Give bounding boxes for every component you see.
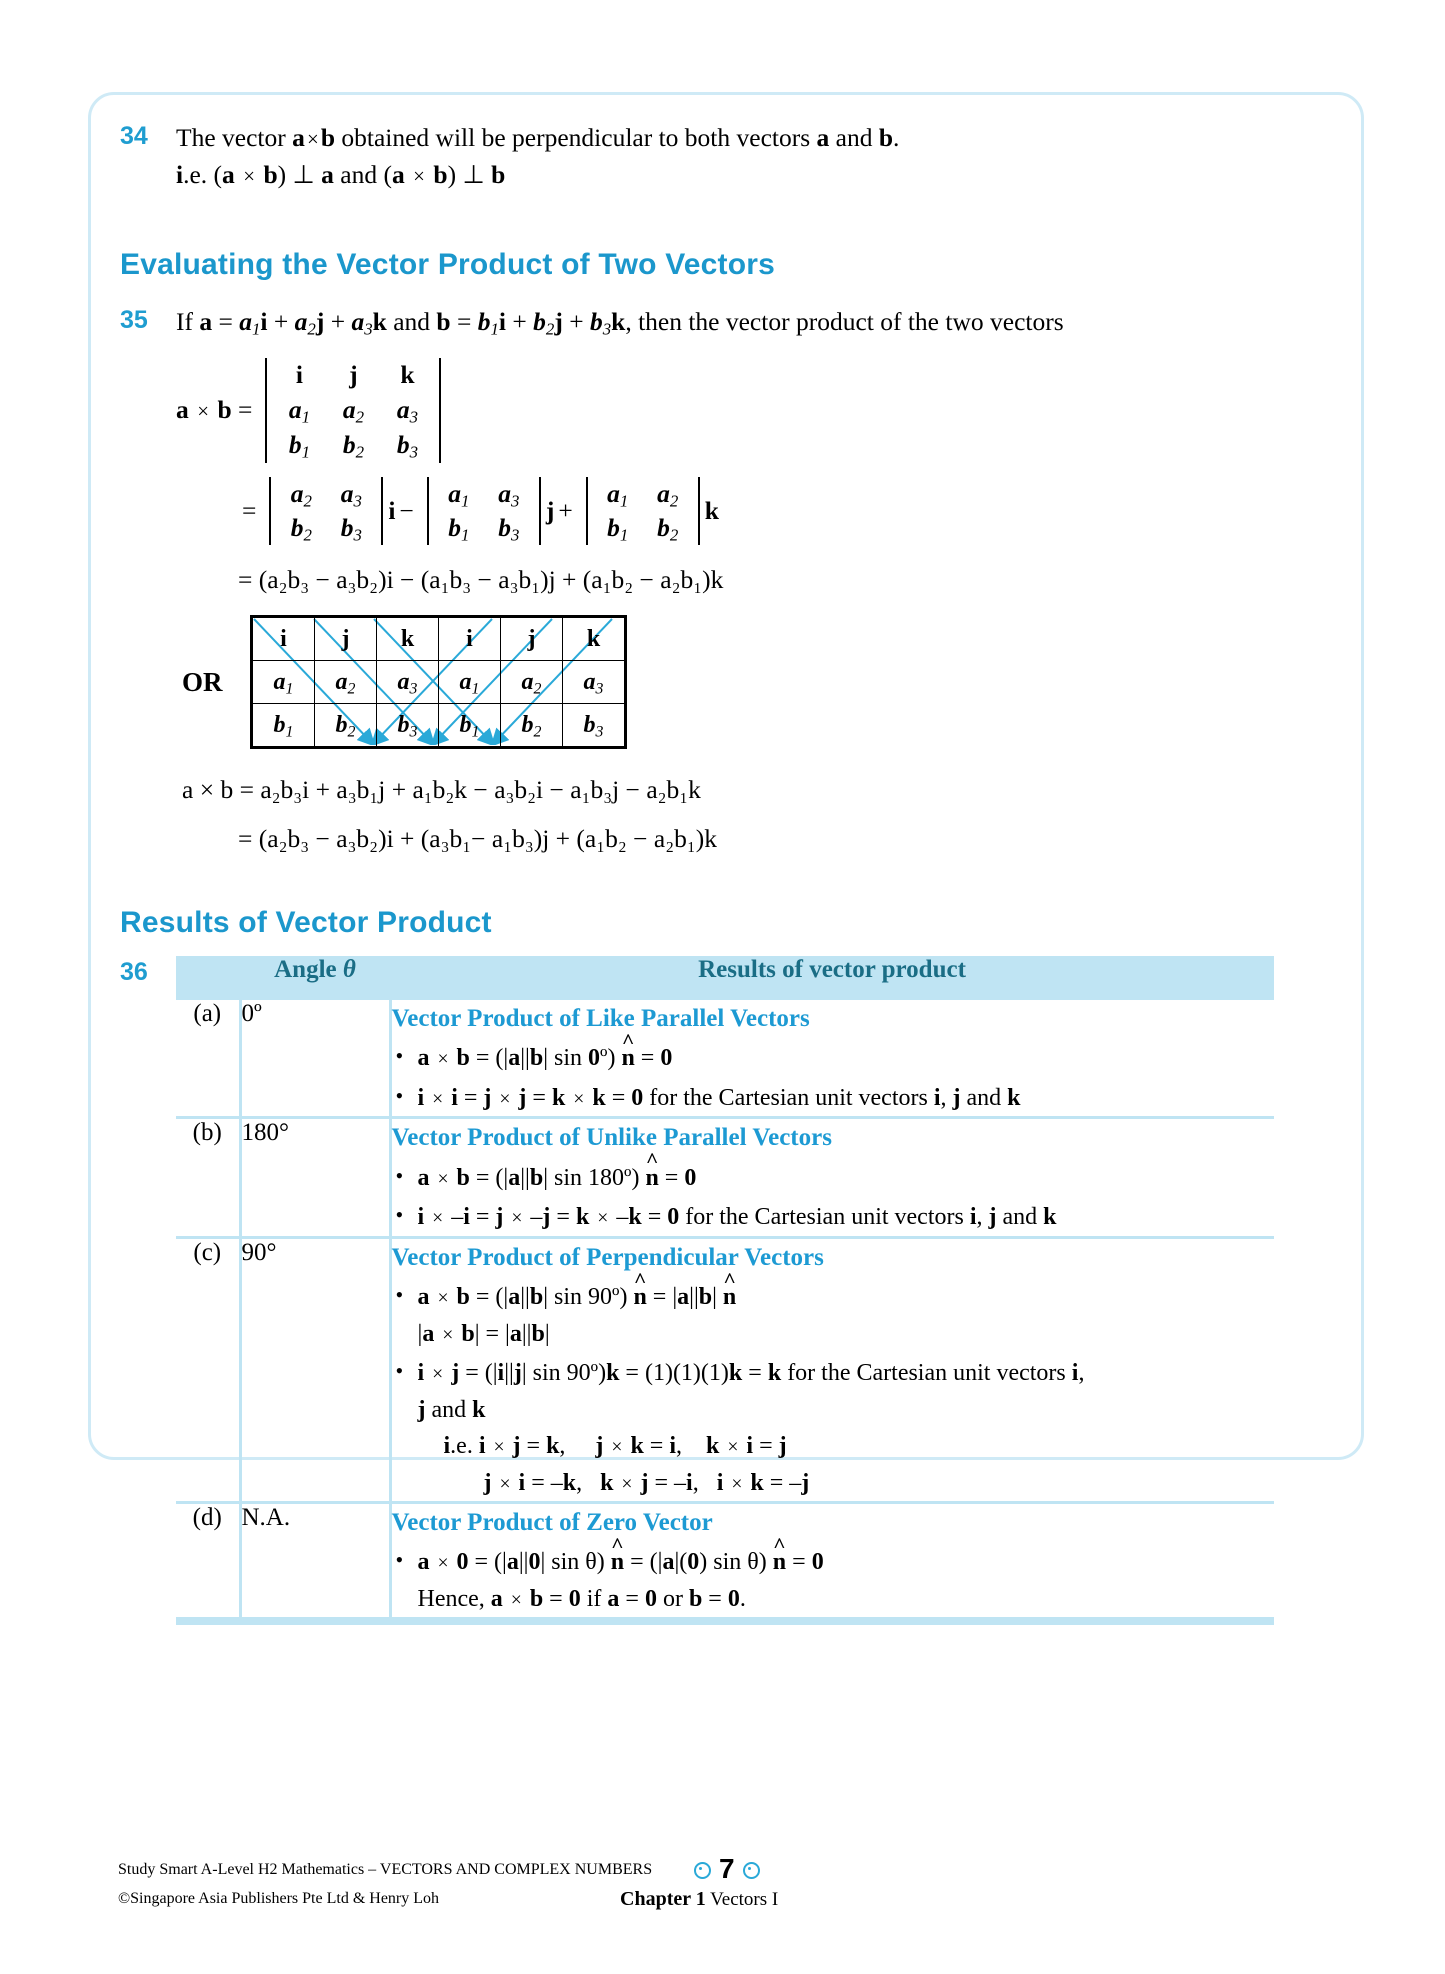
bullet-item: • a × b = (|a||b| sin 180º) ^ n = 0 [392, 1160, 1275, 1196]
bullet-list [392, 1040, 1275, 1116]
mnemonic-cell: $a_3$ [377, 661, 439, 704]
page-number-block [686, 1853, 768, 1885]
mnemonic-cell: $b_1$ [439, 704, 501, 747]
row-label: (d) [176, 1502, 240, 1617]
det-cell: $a_2$ [342, 395, 364, 427]
text-fragment: The vector [176, 123, 293, 152]
continuation-line: j and k [417, 1396, 486, 1423]
mnemonic-cell: j [501, 618, 563, 661]
mnemonic-cell: $b_2$ [501, 704, 563, 747]
det-cell: k [400, 360, 415, 390]
results-table-row [176, 1118, 1274, 1237]
det-cell: $a_1$ [288, 395, 310, 427]
footer-line-2: ©Singapore Asia Publishers Pte Ltd & Henry Loh [118, 1890, 440, 1907]
determinant-3x3-row [176, 358, 1320, 463]
item-35-body: If $a = a_1i + a_2j + a_3k$ and $b = b_1i + b_2j + b_3k$, then the vector product of the two vectors [176, 306, 1064, 339]
minor-expansion-row [238, 477, 1320, 545]
det-cell: j [349, 360, 358, 390]
bullet-item: • a × 0 = (|a||0| sin θ) ^ n = (|a|(0) sin θ) ^ n = 0 [392, 1544, 1275, 1580]
bullet-list [392, 1160, 1275, 1236]
mnemonic-row [253, 618, 625, 661]
vector-b: b [320, 123, 335, 152]
bullet-dot-icon [694, 1862, 711, 1879]
minor-sign: = [242, 495, 257, 525]
row-subhead: Vector Product of Like Parallel Vectors [391, 1004, 810, 1032]
results-table-footer-band [176, 1617, 1274, 1625]
row-results [390, 1502, 1274, 1617]
header-blank [176, 956, 240, 1000]
or-result-line-2: = (a₂b₃ − a₃b₂)i + (a₃b₁− a₁b₃)j + (a₁b₂ − a₂b₁)k [238, 823, 717, 853]
cross-product-mnemonic-grid [250, 615, 627, 749]
mnemonic-cell: $b_2$ [315, 704, 377, 747]
results-table-row [176, 1502, 1274, 1617]
det-cell: $b_3$ [396, 430, 418, 462]
mnemonic-table [252, 617, 625, 747]
text-fragment: and [829, 123, 879, 152]
extra-line: |a × b| = |a||b| [417, 1320, 550, 1347]
math-block [176, 358, 1320, 858]
mnemonic-cell: $b_1$ [253, 704, 315, 747]
det-3x3-grid [272, 358, 434, 463]
row-angle: 0º [240, 1000, 390, 1118]
or-label: OR [182, 667, 223, 698]
row-subhead: Vector Product of Perpendicular Vectors [391, 1243, 824, 1271]
bullet-item: • i × –i = j × –j = k × –k = 0 for the Cartesian unit vectors i, j and k [392, 1199, 1275, 1235]
item-number-36: 36 [120, 957, 148, 986]
determinant-2x2: $a_2$ $a_3$ $b_2$ $b_3$ [264, 477, 388, 545]
mnemonic-cell: $a_1$ [253, 661, 315, 704]
mnemonic-cell: $b_3$ [377, 704, 439, 747]
det-cell: $b_2$ [342, 430, 364, 462]
unit-vector: j [545, 495, 555, 525]
row-label: (a) [193, 999, 222, 1027]
row-results [390, 1000, 1274, 1118]
heading-evaluating-vector-product: Evaluating the Vector Product of Two Vectors [120, 247, 776, 281]
mnemonic-cell: $a_3$ [563, 661, 625, 704]
page-content [120, 120, 1320, 1625]
det-bar-left [265, 358, 267, 463]
det-cell: $b_1$ [288, 430, 310, 462]
or-result-line-1: a × b = a₂b₃i + a₃b₁j + a₁b₂k − a₃b₂i − a₁b₃j − a₂b₁k [182, 775, 701, 805]
unit-vector: k [704, 495, 719, 525]
results-table [176, 956, 1274, 1626]
page-number: 7 [719, 1853, 735, 1884]
item-36 [120, 956, 1320, 1626]
results-table-row [176, 1000, 1274, 1118]
ax b-equals-label: a × b = [176, 395, 253, 425]
ie-line-1: i.e. i × j = k, j × k = i, k × i = j [443, 1433, 787, 1460]
footer-line-1: Study Smart A-Level H2 Mathematics – VECTORS AND COMPLEX NUMBERS [118, 1861, 653, 1878]
mnemonic-cell: $a_2$ [501, 661, 563, 704]
results-table-row [176, 1237, 1274, 1502]
header-angle: Angle θ [240, 956, 390, 1000]
mnemonic-cell: $a_1$ [439, 661, 501, 704]
footer-band [176, 1617, 1274, 1625]
or-grid-block [182, 615, 1320, 749]
header-results: Results of vector product [390, 956, 1274, 1000]
mnemonic-cell: k [377, 618, 439, 661]
row-label: (c) [176, 1237, 240, 1502]
item-34-body [176, 120, 1320, 194]
mnemonic-cell: i [253, 618, 315, 661]
row-results [390, 1118, 1274, 1237]
ie-line-2: j × i = –k, k × j = –i, i × k = –j [483, 1469, 810, 1496]
determinant-3x3 [260, 358, 446, 463]
row-angle: 90° [240, 1237, 390, 1502]
footer-chapter-bold: Chapter 1 [620, 1888, 706, 1910]
row-label: (b) [176, 1118, 240, 1237]
row-results [390, 1237, 1274, 1502]
minor-sign: + [558, 495, 573, 525]
row-subhead: Vector Product of Zero Vector [391, 1508, 713, 1536]
results-table-header-row [176, 956, 1274, 1000]
bullet-item: • i × j = (|i||j| sin 90º)k = (1)(1)(1)k = k for the Cartesian unit vectors i, [392, 1355, 1275, 1391]
vector-a: a [292, 123, 305, 152]
cross-symbol: × [306, 127, 319, 151]
det-cell: i [295, 360, 303, 390]
determinant-2x2: $a_1$ $a_3$ $b_1$ $b_3$ [422, 477, 546, 545]
item-number-35: 35 [120, 305, 148, 334]
bullet-dot-icon [743, 1862, 760, 1879]
bullet-list [392, 1279, 1275, 1315]
mnemonic-cell: j [315, 618, 377, 661]
mnemonic-cell: $a_2$ [315, 661, 377, 704]
footer-chapter-title: Vectors I [710, 1889, 779, 1910]
bullet-item: • a × b = (|a||b| sin 90º) ^ n = |a||b| ^ n [392, 1279, 1275, 1315]
vector-a: a [816, 123, 830, 152]
row-angle: 180° [240, 1118, 390, 1237]
det-cell: $a_3$ [396, 395, 418, 427]
row-angle: N.A. [240, 1502, 390, 1617]
mnemonic-cell: $b_3$ [563, 704, 625, 747]
mnemonic-cell: i [439, 618, 501, 661]
minor-sign: − [399, 495, 414, 525]
item-34-line1 [176, 120, 1320, 157]
bullet-list [392, 1544, 1275, 1580]
determinant-2x2: $a_1$ $a_2$ $b_1$ $b_2$ [581, 477, 705, 545]
heading-results-of-vector-product: Results of Vector Product [120, 905, 492, 939]
hence-line: Hence, a × b = 0 if a = 0 or b = 0. [417, 1585, 746, 1612]
footer-chapter [620, 1888, 778, 1911]
item-34 [120, 120, 1320, 194]
expanded-cross-product-line: = (a₂b₃ − a₃b₂)i − (a₁b₃ − a₃b₁)j + (a₁b₂ − a₂b₁)k [238, 565, 724, 595]
text-fragment: . [893, 123, 900, 152]
mnemonic-row [253, 661, 625, 704]
text-fragment: obtained will be perpendicular to both vectors [335, 123, 817, 152]
det-bar-right [439, 358, 441, 463]
vector-b: b [878, 123, 894, 152]
bullet-item: • i × i = j × j = k × k = 0 for the Cartesian unit vectors i, j and k [392, 1080, 1275, 1116]
bullet-item: • a × b = (|a||b| sin 0º) ^ n = 0 [392, 1040, 1275, 1076]
item-number-34: 34 [120, 122, 148, 150]
item-35 [120, 304, 1320, 342]
mnemonic-cell: k [563, 618, 625, 661]
mnemonic-row [253, 704, 625, 747]
row-subhead: Vector Product of Unlike Parallel Vectors [391, 1124, 832, 1152]
item-34-line2: i.e. (a × b) ⊥ a and (a × b) ⊥ b [176, 159, 506, 189]
unit-vector: i [388, 495, 396, 525]
